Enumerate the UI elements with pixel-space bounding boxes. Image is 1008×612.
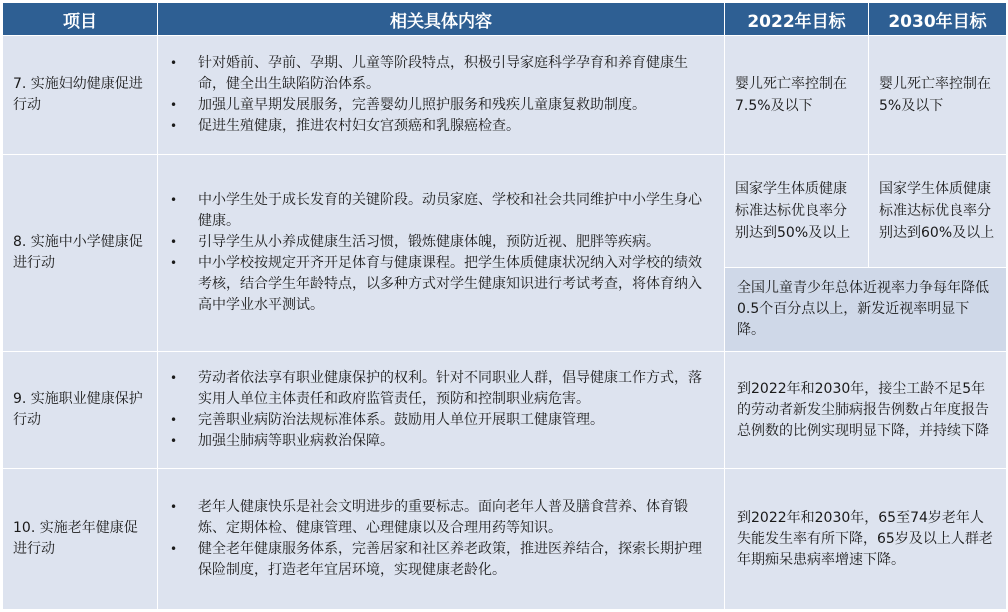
list-item: • 老年人健康快乐是社会文明进步的重要标志。面向老年人普及膳食营养、体育锻炼、定期体检、健康管理、心理健康以及合理用药等知识。 bbox=[198, 497, 710, 539]
list-item: • 针对婚前、孕前、孕期、儿童等阶段特点，积极引导家庭科学孕育和养育健康生命，健全出生缺陷防治体系。 bbox=[198, 53, 710, 95]
content-list bbox=[158, 368, 724, 452]
content-cell bbox=[158, 155, 725, 352]
target-2022-cell: 婴儿死亡率控制在7.5%及以下 bbox=[725, 36, 869, 155]
list-item: • 促进生殖健康，推进农村妇女宫颈癌和乳腺癌检查。 bbox=[198, 116, 710, 137]
list-item: • 中小学校按规定开齐开足体育与健康课程。把学生体质健康状况纳入对学校的绩效考核，结合学生年龄特点，以多种方式对学生健康知识进行考试考查，将体育纳入高中学业水平测试。 bbox=[198, 253, 710, 316]
list-item: • 健全老年健康服务体系，完善居家和社区养老政策，推进医养结合，探索长期护理保险制度，打造老年宜居环境，实现健康老龄化。 bbox=[198, 539, 710, 581]
project-cell: 9. 实施职业健康保护行动 bbox=[3, 352, 158, 469]
list-item: • 引导学生从小养成健康生活习惯，锻炼健康体魄，预防近视、肥胖等疾病。 bbox=[198, 232, 710, 253]
list-item: • 加强尘肺病等职业病救治保障。 bbox=[198, 431, 710, 452]
table-row bbox=[3, 469, 1007, 610]
table-row bbox=[3, 36, 1007, 155]
health-action-table bbox=[2, 2, 1007, 610]
list-item: • 劳动者依法享有职业健康保护的权利。针对不同职业人群，倡导健康工作方式，落实用人单位主体责任和政府监管责任，预防和控制职业病危害。 bbox=[198, 368, 710, 410]
header-2030: 2030年目标 bbox=[869, 3, 1007, 36]
shared-target-cell: 全国儿童青少年总体近视率力争每年降低0.5个百分点以上，新发近视率明显下降。 bbox=[725, 267, 1007, 352]
project-cell: 7. 实施妇幼健康促进行动 bbox=[3, 36, 158, 155]
header-project: 项目 bbox=[3, 3, 158, 36]
content-cell bbox=[158, 36, 725, 155]
table-header-row bbox=[3, 3, 1007, 36]
table-row bbox=[3, 352, 1007, 469]
target-2022-cell: 国家学生体质健康标准达标优良率分别达到50%及以上 bbox=[725, 155, 869, 268]
project-cell: 8. 实施中小学健康促进行动 bbox=[3, 155, 158, 352]
header-2022: 2022年目标 bbox=[725, 3, 869, 36]
shared-target-cell: 到2022年和2030年，接尘工龄不足5年的劳动者新发尘肺病报告例数占年度报告总例数的比例实现明显下降，并持续下降 bbox=[725, 352, 1007, 469]
header-content: 相关具体内容 bbox=[158, 3, 725, 36]
project-cell: 10. 实施老年健康促进行动 bbox=[3, 469, 158, 610]
list-item: • 完善职业病防治法规标准体系。鼓励用人单位开展职工健康管理。 bbox=[198, 410, 710, 431]
content-cell bbox=[158, 352, 725, 469]
list-item: • 加强儿童早期发展服务，完善婴幼儿照护服务和残疾儿童康复救助制度。 bbox=[198, 95, 710, 116]
target-2030-cell: 婴儿死亡率控制在5%及以下 bbox=[869, 36, 1007, 155]
list-item: • 中小学生处于成长发育的关键阶段。动员家庭、学校和社会共同维护中小学生身心健康。 bbox=[198, 190, 710, 232]
content-cell bbox=[158, 469, 725, 610]
content-list bbox=[158, 53, 724, 137]
table-row bbox=[3, 155, 1007, 268]
content-list bbox=[158, 190, 724, 316]
content-list bbox=[158, 497, 724, 581]
shared-target-cell: 到2022年和2030年，65至74岁老年人失能发生率有所下降，65岁及以上人群老年期痴呆患病率增速下降。 bbox=[725, 469, 1007, 610]
target-2030-cell: 国家学生体质健康标准达标优良率分别达到60%及以上 bbox=[869, 155, 1007, 268]
